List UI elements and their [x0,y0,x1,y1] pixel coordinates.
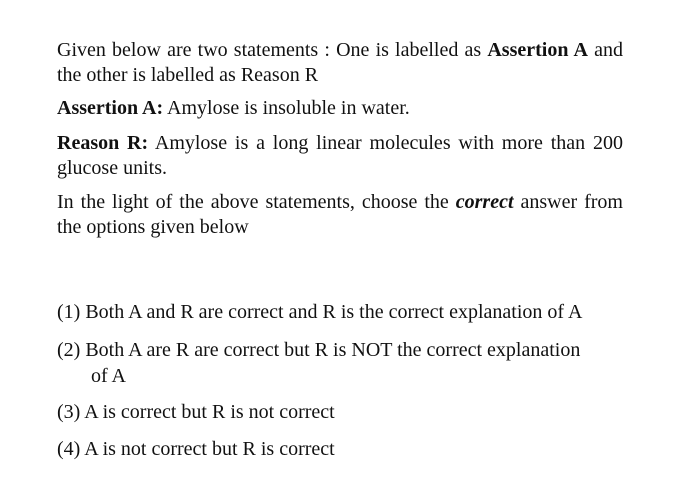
intro-text-end: and the other is labelled as Reason R [57,39,623,86]
option-2[interactable] [57,337,627,389]
answer-options [57,299,627,462]
option-4[interactable] [57,436,627,462]
option-number: (1) [57,301,81,323]
option-number: (3) [57,401,81,423]
reason-label: Reason R: [57,132,149,154]
intro-paragraph [57,38,623,88]
option-1[interactable] [57,299,627,325]
option-text: A is correct but R is not correct [84,401,335,423]
instruction-paragraph [57,190,623,240]
intro-text: Given below are two statements : One is labelled as [57,39,488,61]
assertion-text: Amylose is insoluble in water. [163,97,410,119]
instruction-text: In the light of the above statements, choose the [57,191,456,213]
option-number: (4) [57,438,81,460]
instruction-text-end: answer from the options given below [57,191,623,238]
assertion-label: Assertion A: [57,97,164,119]
option-number: (2) [57,339,81,361]
question-stem [57,38,623,240]
instruction-emphasis: correct [455,191,514,213]
option-text: A is not correct but R is correct [84,438,335,460]
option-text-continuation: of A [91,365,126,387]
option-text: Both A and R are correct and R is the correct explanation of A [85,301,583,323]
reason-statement [57,131,623,181]
reason-text: Amylose is a long linear molecules with more than 200 glucose units. [57,132,623,179]
intro-assertion-label: Assertion A [487,39,588,61]
option-text: Both A are R are correct but R is NOT the correct explanation [85,339,581,361]
assertion-statement [57,96,623,121]
option-3[interactable] [57,399,627,425]
